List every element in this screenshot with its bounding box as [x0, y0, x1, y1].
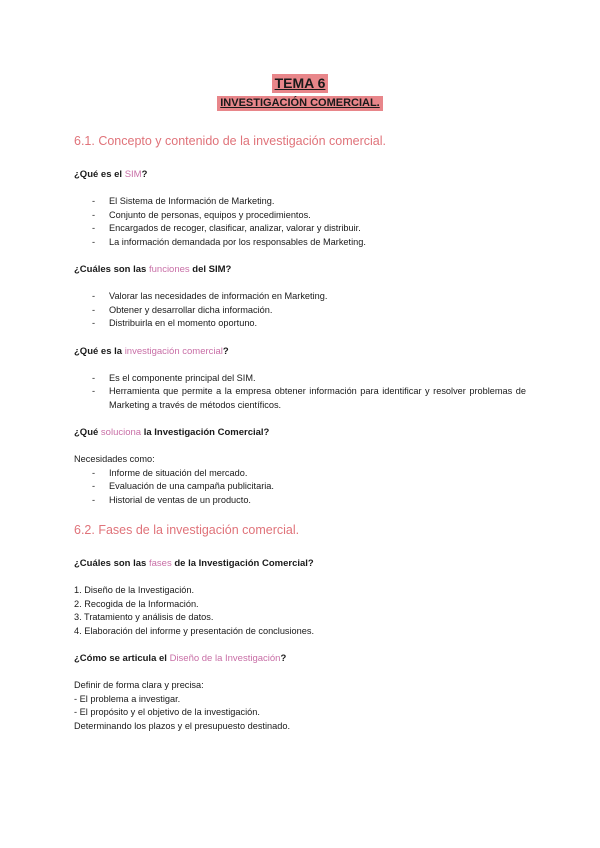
text-line: - El propósito y el objetivo de la investigación.	[74, 707, 260, 717]
list-sim	[74, 195, 526, 249]
section-heading-6-2: 6.2. Fases de la investigación comercial.	[74, 523, 300, 537]
list-item: - Obtener y desarrollar dicha información.	[74, 304, 526, 318]
list-item: - La información demandada por los responsables de Marketing.	[74, 236, 526, 250]
highlight-soluciona: soluciona	[100, 427, 142, 438]
question-soluciona: ¿Qué soluciona la Investigación Comercial?	[74, 427, 270, 438]
title-block	[0, 74, 600, 111]
list-item: - Evaluación de una campaña publicitaria.	[74, 480, 526, 494]
highlight-funciones: funciones	[148, 264, 190, 275]
page-title: TEMA 6	[272, 74, 329, 93]
list-soluciona	[74, 467, 526, 508]
phase-item: 1. Diseño de la Investigación.	[74, 585, 195, 595]
list-item: - Historial de ventas de un producto.	[74, 494, 526, 508]
phase-item: 3. Tratamiento y análisis de datos.	[74, 612, 214, 622]
list-item: - El Sistema de Información de Marketing.	[74, 195, 526, 209]
list-item: - Conjunto de personas, equipos y procedimientos.	[74, 209, 526, 223]
question-fases: ¿Cuáles son las fases de la Investigación Comercial?	[74, 558, 314, 569]
list-investigacion	[74, 372, 526, 413]
document-body	[74, 132, 526, 733]
question-investigacion: ¿Qué es la investigación comercial?	[74, 345, 229, 357]
list-funciones	[74, 290, 526, 331]
section-heading-6-1: 6.1. Concepto y contenido de la investigación comercial.	[74, 134, 386, 148]
phase-item: 4. Elaboración del informe y presentación de conclusiones.	[74, 625, 315, 636]
highlight-investigacion: investigación comercial	[124, 345, 223, 357]
highlight-fases: fases	[148, 558, 172, 569]
highlight-sim: SIM	[124, 169, 142, 180]
list-item: - Encargados de recoger, clasificar, analizar, valorar y distribuir.	[74, 222, 526, 236]
question-diseno: ¿Cómo se articula el Diseño de la Investigación?	[74, 653, 287, 664]
question-funciones: ¿Cuáles son las funciones del SIM?	[74, 264, 232, 275]
question-sim: ¿Qué es el SIM?	[74, 169, 148, 180]
highlight-diseno: Diseño de la Investigación	[169, 653, 281, 664]
page-subtitle: INVESTIGACIÓN COMERCIAL.	[217, 96, 383, 111]
text-line: Determinando los plazos y el presupuesto destinado.	[74, 720, 291, 731]
text-line: Definir de forma clara y precisa:	[74, 680, 204, 690]
list-item: - Distribuirla en el momento oportuno.	[74, 317, 526, 331]
list-item: - Valorar las necesidades de información en Marketing.	[74, 290, 526, 304]
phase-item: 2. Recogida de la Información.	[74, 598, 199, 609]
text-line: - El problema a investigar.	[74, 693, 181, 704]
intro-text: Necesidades como:	[74, 454, 155, 464]
list-item: - Es el componente principal del SIM.	[74, 372, 526, 386]
list-item: - Informe de situación del mercado.	[74, 467, 526, 481]
list-item: - Herramienta que permite a la empresa obtener información para identificar y resolver problemas de Marketing a través de métodos científicos.	[74, 385, 526, 412]
